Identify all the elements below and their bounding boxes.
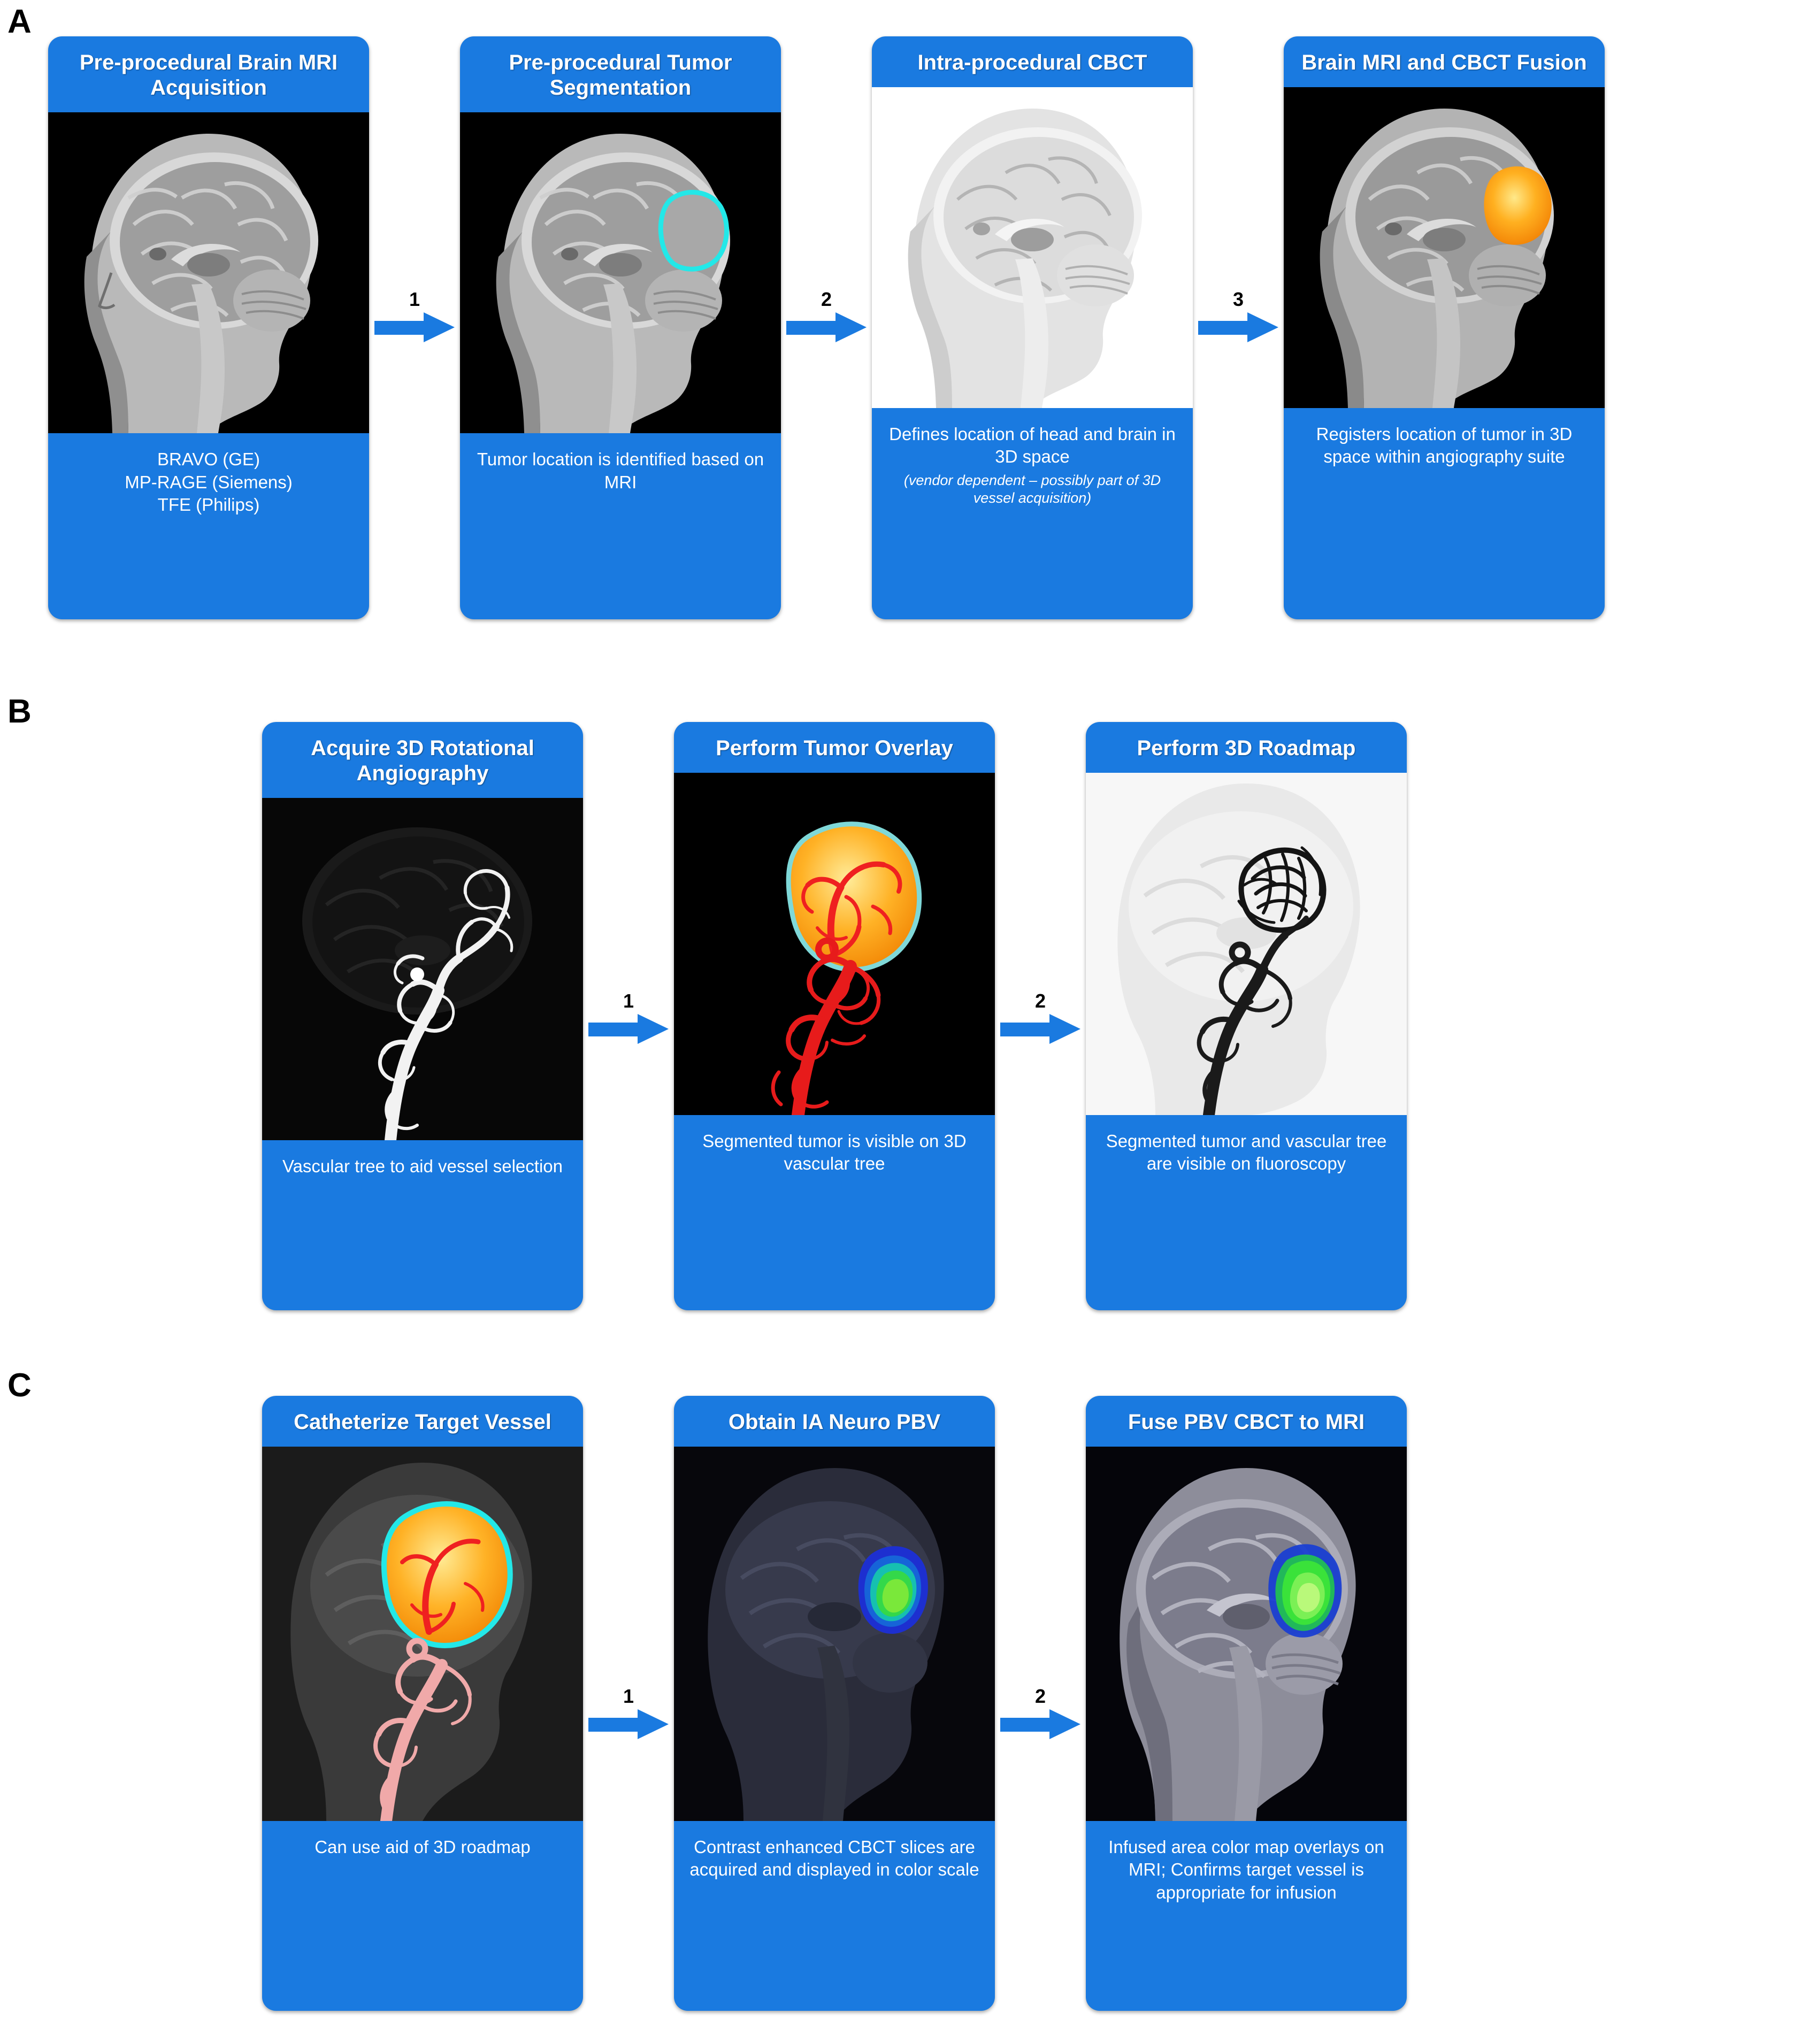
card-title: Perform 3D Roadmap — [1137, 736, 1356, 760]
panel-letter-b: B — [7, 693, 32, 730]
caption-line-1: BRAVO (GE) — [157, 449, 260, 470]
card-caption: Segmented tumor is visible on 3D vascular tree — [702, 1131, 967, 1174]
card-title: Pre-procedural Tumor Segmentation — [509, 51, 732, 100]
panel-letter-a: A — [7, 3, 32, 40]
caption-sub: (vendor dependent – possibly part of 3D vessel acquisition) — [903, 472, 1161, 506]
tumor-overlay — [788, 824, 919, 970]
card-title: Brain MRI and CBCT Fusion — [1301, 51, 1587, 74]
arrow-b-1 — [583, 989, 674, 1044]
cbct-head-illustration — [872, 87, 1193, 408]
tumor-orange-overlay — [1484, 166, 1551, 245]
card-title: Catheterize Target Vessel — [294, 1410, 551, 1434]
card-title: Intra-procedural CBCT — [917, 51, 1147, 74]
step-card-b2 — [674, 722, 995, 1310]
arrow-number: 2 — [1034, 1685, 1046, 1707]
fusion-illustration — [1284, 87, 1605, 408]
pbv-mri-fusion-illustration — [1086, 1447, 1407, 1821]
tumor-outline — [661, 193, 726, 270]
sagittal-brain-mri — [48, 112, 369, 433]
step-card-a3 — [872, 36, 1193, 619]
step-card-a1 — [48, 36, 369, 619]
brain-mri-illustration — [48, 112, 369, 433]
panel-c-row — [262, 1396, 1407, 2011]
arrow-number: 3 — [1232, 288, 1244, 310]
card-title: Acquire 3D Rotational Angiography — [311, 736, 534, 786]
arrow-c-1 — [583, 1685, 674, 1739]
catheterization-with-tumor-overlay — [262, 1447, 583, 1821]
catheterization-illustration — [262, 1447, 583, 1821]
tumor-overlay-illustration — [674, 773, 995, 1115]
arrow-c-2 — [995, 1685, 1086, 1739]
card-caption: Can use aid of 3D roadmap — [315, 1837, 531, 1857]
caption-line-2: MP-RAGE (Siemens) — [125, 472, 293, 492]
arrow-right-icon — [1000, 1709, 1080, 1739]
card-caption — [48, 433, 369, 619]
tumor-overlay — [384, 1504, 510, 1646]
fluoroscopy-3d-roadmap-black-vessels — [1086, 773, 1407, 1115]
step-card-c3 — [1086, 1396, 1407, 2011]
card-caption: Contrast enhanced CBCT slices are acquired and displayed in color scale — [689, 1837, 979, 1880]
card-caption: Segmented tumor and vascular tree are visible on fluoroscopy — [1106, 1131, 1387, 1174]
step-card-b1 — [262, 722, 583, 1310]
pbv-cbct-fused-to-mri-green-overlay — [1086, 1447, 1407, 1821]
panel-letter-c: C — [7, 1367, 32, 1404]
card-caption: Infused area color map overlays on MRI; Confirms target vessel is appropriate for infusion — [1108, 1837, 1384, 1902]
caption-line-3: TFE (Philips) — [157, 494, 260, 514]
arrow-right-icon — [786, 312, 867, 342]
arrow-right-icon — [588, 1014, 669, 1044]
3d-rotational-angiography-white-vessels — [262, 798, 583, 1140]
arrow-number: 1 — [623, 990, 634, 1012]
arrow-a-2 — [781, 288, 872, 342]
arrow-number: 2 — [821, 288, 832, 310]
arrow-a-1 — [369, 288, 460, 342]
fused-mri-cbct-with-orange-tumor — [1284, 87, 1605, 408]
arrow-right-icon — [1000, 1014, 1080, 1044]
step-card-b3 — [1086, 722, 1407, 1310]
sagittal-cbct-head — [872, 87, 1193, 408]
arrow-right-icon — [1198, 312, 1278, 342]
neuro-pbv-color-map-blue-green — [674, 1447, 995, 1821]
panel-b-row — [262, 722, 1407, 1310]
red-vascular-tree-with-orange-tumor-overlay — [674, 773, 995, 1115]
step-card-c1 — [262, 1396, 583, 2011]
step-card-a4 — [1284, 36, 1605, 619]
caption-main: Defines location of head and brain in 3D space — [889, 424, 1176, 467]
pbv-colormap-illustration — [674, 1447, 995, 1821]
card-title: Perform Tumor Overlay — [716, 736, 953, 760]
card-caption — [872, 408, 1193, 619]
brain-mri-tumor-outline-illustration — [460, 112, 781, 433]
step-card-a2 — [460, 36, 781, 619]
card-title: Obtain IA Neuro PBV — [728, 1410, 941, 1434]
arrow-right-icon — [374, 312, 455, 342]
arrow-number: 1 — [623, 1685, 634, 1707]
card-caption: Registers location of tumor in 3D space within angiography suite — [1316, 424, 1573, 467]
card-caption: Vascular tree to aid vessel selection — [282, 1156, 563, 1177]
sagittal-brain-mri-with-cyan-tumor-outline — [460, 112, 781, 433]
arrow-right-icon — [588, 1709, 669, 1739]
arrow-a-3 — [1193, 288, 1284, 342]
angiography-illustration — [262, 798, 583, 1140]
panel-a-row — [48, 36, 1605, 619]
arrow-b-2 — [995, 989, 1086, 1044]
pbv-color-overlay — [858, 1546, 928, 1634]
arrow-number: 2 — [1034, 990, 1046, 1012]
roadmap-fluoroscopy-illustration — [1086, 773, 1407, 1115]
card-title: Fuse PBV CBCT to MRI — [1128, 1410, 1365, 1434]
step-card-c2 — [674, 1396, 995, 2011]
arrow-number: 1 — [409, 288, 420, 310]
card-title: Pre-procedural Brain MRI Acquisition — [79, 51, 338, 100]
card-caption: Tumor location is identified based on MRI — [477, 449, 764, 492]
